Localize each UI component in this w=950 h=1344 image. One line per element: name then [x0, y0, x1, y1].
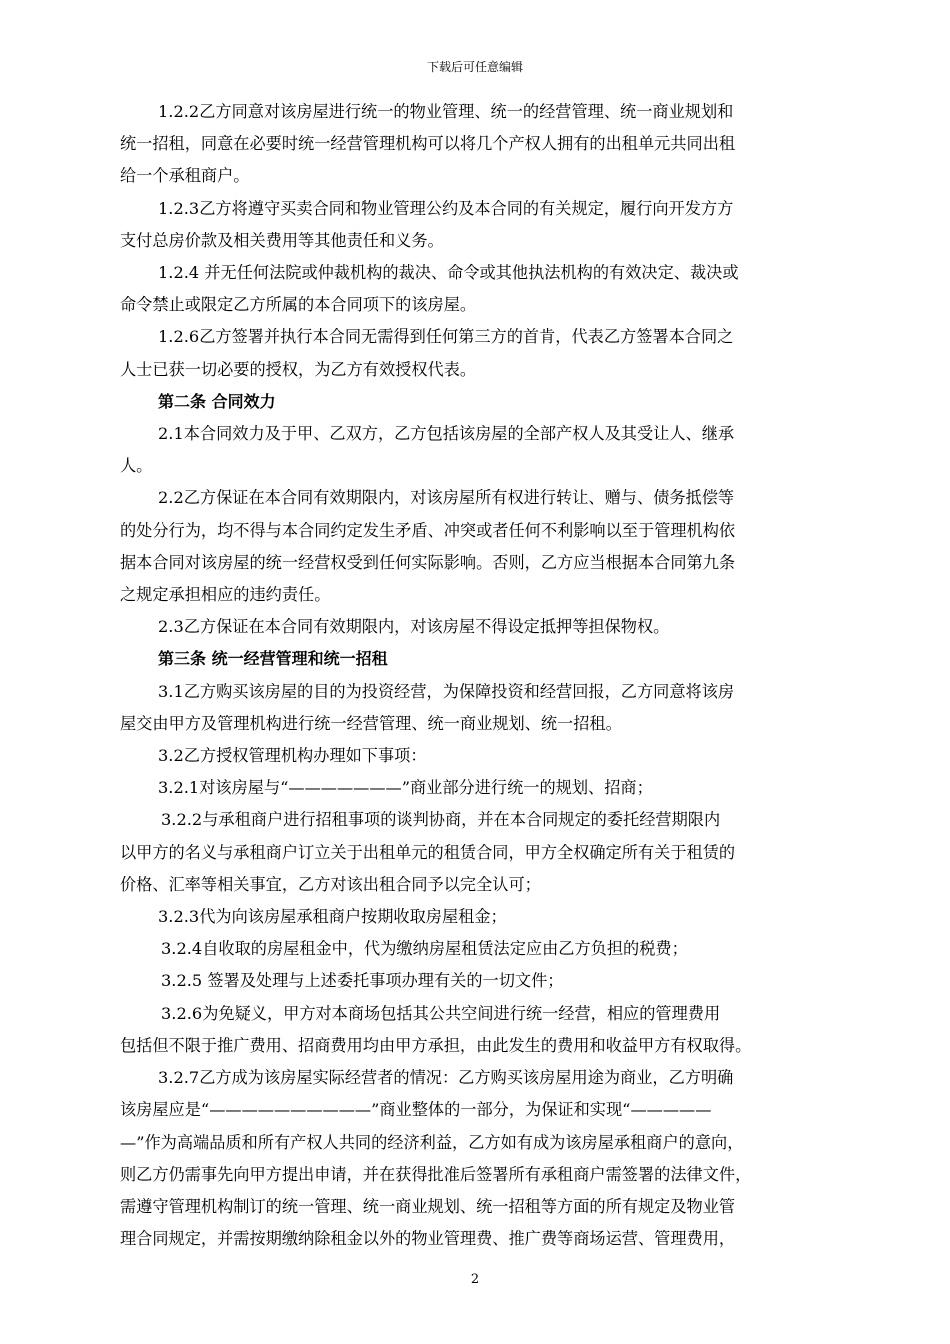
paragraph-line: 需遵守管理机构制订的统一管理、统一商业规划、统一招租等方面的所有规定及物业管 — [120, 1196, 736, 1216]
paragraph-line: 1.2.3乙方将遵守买卖合同和物业管理公约及本合同的有关规定，履行向开发方方 — [158, 198, 734, 218]
document-body — [120, 96, 850, 1255]
paragraph-line: 给一个承租商户。 — [120, 166, 250, 186]
paragraph-line: 命令禁止或限定乙方所属的本合同项下的该房屋。 — [120, 295, 477, 315]
paragraph-line: 以甲方的名义与承租商户订立关于出租单元的租赁合同，甲方全权确定所有关于租赁的 — [120, 842, 736, 862]
paragraph-line: 包括但不限于推广费用、招商费用均由甲方承担，由此发生的费用和收益甲方有权取得。 — [120, 1035, 752, 1055]
paragraph-line: 2.2乙方保证在本合同有效期限内，对该房屋所有权进行转让、赠与、债务抵偿等 — [158, 488, 735, 508]
paragraph-line: 3.2.7乙方成为该房屋实际经营者的情况：乙方购买该房屋用途为商业，乙方明确 — [158, 1068, 734, 1088]
paragraph-line: 据本合同对该房屋的统一经营权受到任何实际影响。否则，乙方应当根据本合同第九条 — [120, 552, 736, 572]
paragraph-line: 则乙方仍需事先向甲方提出申请，并在获得批准后签署所有承租商户需签署的法律文件， — [120, 1164, 752, 1184]
paragraph-line: 3.2.4自收取的房屋租金中，代为缴纳房屋租赁法定应由乙方负担的税费； — [161, 939, 688, 959]
paragraph-line: 3.2.2与承租商户进行招租事项的谈判协商，并在本合同规定的委托经营期限内 — [161, 810, 721, 830]
paragraph-line: 的处分行为，均不得与本合同约定发生矛盾、冲突或者任何不利影响以至于管理机构依 — [120, 520, 736, 540]
paragraph-line: 人士已获一切必要的授权，为乙方有效授权代表。 — [120, 359, 477, 379]
paragraph-line: 1.2.6乙方签署并执行本合同无需得到任何第三方的首肯，代表乙方签署本合同之 — [158, 327, 734, 347]
paragraph-line: 之规定承担相应的违约责任。 — [120, 585, 331, 605]
paragraph-line: 该房屋应是“——————————”商业整体的一部分，为保证和实现“————— — [120, 1100, 712, 1120]
paragraph-line: 人。 — [120, 456, 153, 476]
paragraph-line: 3.2乙方授权管理机构办理如下事项： — [158, 746, 427, 766]
paragraph-line: 3.2.1对该房屋与“———————”商业部分进行统一的规划、招商； — [158, 778, 653, 798]
paragraph-line: 理合同规定，并需按期缴纳除租金以外的物业管理费、推广费等商场运营、管理费用， — [120, 1229, 736, 1249]
paragraph-line: 3.2.6为免疑义，甲方对本商场包括其公共空间进行统一经营，相应的管理费用 — [161, 1003, 721, 1023]
paragraph-line: 统一招租，同意在必要时统一经营管理机构可以将几个产权人拥有的出租单元共同出租 — [120, 134, 736, 154]
paragraph-line: 2.3乙方保证在本合同有效期限内，对该房屋不得设定抵押等担保物权。 — [158, 617, 670, 637]
paragraph-line: 价格、汇率等相关事宜，乙方对该出租合同予以完全认可； — [120, 874, 541, 894]
page-number: 2 — [470, 1272, 480, 1287]
section-heading: 第三条 统一经营管理和统一招租 — [158, 649, 388, 669]
paragraph-line: 3.2.5 签署及处理与上述委托事项办理有关的一切文件； — [161, 971, 564, 991]
paragraph-line: 1.2.4 并无任何法院或仲裁机构的裁决、命令或其他执法机构的有效决定、裁决或 — [158, 263, 739, 283]
paragraph-line: 支付总房价款及相关费用等其他责任和义务。 — [120, 230, 444, 250]
page-header: 下载后可任意编辑 — [426, 60, 523, 74]
paragraph-line: 屋交由甲方及管理机构进行统一经营管理、统一商业规划、统一招租。 — [120, 713, 622, 733]
paragraph-line: 3.1乙方购买该房屋的目的为投资经营，为保障投资和经营回报，乙方同意将该房 — [158, 681, 735, 701]
section-heading: 第二条 合同效力 — [158, 391, 276, 411]
paragraph-line: 2.1本合同效力及于甲、乙双方，乙方包括该房屋的全部产权人及其受让人、继承 — [158, 424, 735, 444]
paragraph-line: 3.2.3代为向该房屋承租商户按期收取房屋租金； — [158, 907, 507, 927]
paragraph-line: 1.2.2乙方同意对该房屋进行统一的物业管理、统一的经营管理、统一商业规划和 — [158, 102, 734, 121]
paragraph-line: —”作为高端品质和所有产权人共同的经济利益，乙方如有成为该房屋承租商户的意向， — [120, 1132, 744, 1152]
